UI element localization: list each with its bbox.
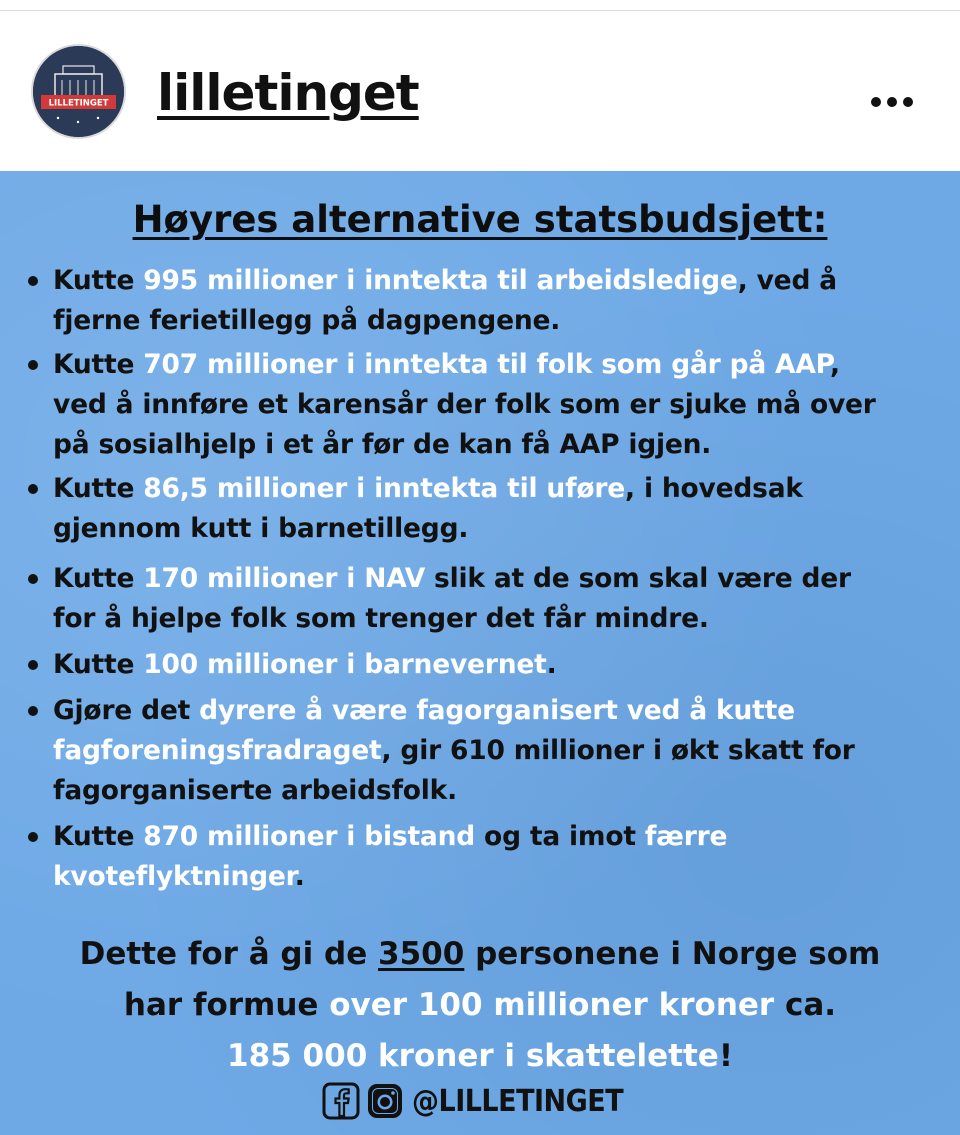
closing-text: Dette for å gi de — [79, 936, 379, 972]
instagram-icon — [366, 1082, 404, 1120]
body-text: , i hovedsak — [625, 473, 803, 504]
body-text: . — [546, 649, 557, 680]
closing-text: personene i Norge som — [464, 936, 881, 972]
bullet-line — [53, 385, 951, 425]
body-text: fjerne ferietillegg på dagpengene. — [53, 305, 561, 336]
social-footer — [322, 1081, 623, 1121]
closing-text: ! — [718, 1038, 733, 1074]
closing-line-1 — [0, 929, 960, 980]
post-title: Høyres alternative statsbudsjett: — [132, 198, 828, 241]
bullet-line — [53, 857, 951, 897]
closing-text: ca. — [774, 987, 837, 1023]
avatar-image — [33, 46, 124, 137]
body-text: ved å innføre et karensår der folk som er sjuke må over — [53, 389, 876, 420]
body-text: fagorganiserte arbeidsfolk. — [53, 775, 457, 806]
body-text: , — [830, 349, 840, 380]
body-text: Kutte — [53, 349, 144, 380]
bullet-item — [26, 261, 951, 341]
highlight-text: 707 millioner i inntekta til folk som går på AAP — [143, 349, 831, 380]
facebook-icon — [322, 1082, 360, 1120]
closing-text: har formue — [123, 987, 330, 1023]
bullet-item — [26, 645, 951, 685]
body-text: for å hjelpe folk som trenger det får mindre. — [53, 603, 709, 634]
body-text: Kutte — [53, 473, 144, 504]
social-handle: @LILLETINGET — [412, 1083, 624, 1119]
more-options-button[interactable] — [862, 83, 922, 123]
body-text: . — [294, 861, 305, 892]
bullet-line — [53, 645, 951, 685]
highlight-text: færre — [644, 821, 728, 852]
profile-avatar[interactable] — [31, 44, 126, 139]
bullet-line — [53, 509, 951, 549]
highlight-text: 995 millioner i inntekta til arbeidsledige — [143, 265, 738, 296]
closing-highlight: over 100 millioner kroner — [329, 987, 775, 1023]
body-text: Gjøre det — [53, 695, 200, 726]
avatar-label: LILLETINGET — [48, 98, 109, 109]
post-header — [0, 11, 960, 171]
body-text: gjennom kutt i barnetillegg. — [53, 513, 469, 544]
bullet-item — [26, 817, 951, 897]
bullet-line — [53, 771, 951, 811]
highlight-text: 170 millioner i NAV — [143, 563, 426, 594]
highlight-text: 86,5 millioner i inntekta til uføre — [143, 473, 626, 504]
more-dot — [903, 97, 913, 107]
body-text: og ta imot — [475, 821, 645, 852]
body-text: Kutte — [53, 265, 144, 296]
username-link[interactable]: lilleting​et — [157, 64, 419, 122]
more-horizontal-icon — [871, 97, 881, 107]
body-text: på sosialhjelp i et år før de kan få AAP igjen. — [53, 429, 712, 460]
body-text: , ved å — [737, 265, 837, 296]
bullet-line — [53, 559, 951, 599]
body-text: Kutte — [53, 649, 144, 680]
bullet-item — [26, 691, 951, 811]
bullet-line — [53, 345, 951, 385]
bullet-item — [26, 469, 951, 549]
highlight-text: 870 millioner i bistand — [143, 821, 476, 852]
bullet-item — [26, 345, 951, 465]
highlight-text: fagforeningsfradraget — [53, 735, 382, 766]
bullet-line — [53, 691, 951, 731]
bullet-line — [53, 261, 951, 301]
more-dot — [887, 97, 897, 107]
closing-line-3 — [0, 1031, 960, 1082]
bullet-list — [26, 261, 951, 897]
body-text: , gir 610 millioner i økt skatt for — [381, 735, 855, 766]
bullet-line — [53, 425, 951, 465]
bullet-line — [53, 301, 951, 341]
closing-statement — [0, 929, 960, 1082]
bullet-item — [26, 559, 951, 639]
highlight-text: 100 millioner i barnevernet — [143, 649, 547, 680]
closing-line-2 — [0, 980, 960, 1031]
post-image — [0, 171, 960, 1135]
bullet-line — [53, 599, 951, 639]
highlight-text: dyrere å være fagorganisert ved å kutte — [199, 695, 795, 726]
bullet-line — [53, 817, 951, 857]
closing-highlight: 185 000 kroner i skattelette — [227, 1038, 719, 1074]
closing-number: 3500 — [378, 936, 465, 972]
bullet-line — [53, 731, 951, 771]
body-text: Kutte — [53, 821, 144, 852]
body-text: Kutte — [53, 563, 144, 594]
highlight-text: kvoteflyktninger — [53, 861, 295, 892]
bullet-line — [53, 469, 951, 509]
body-text: slik at de som skal være der — [425, 563, 851, 594]
